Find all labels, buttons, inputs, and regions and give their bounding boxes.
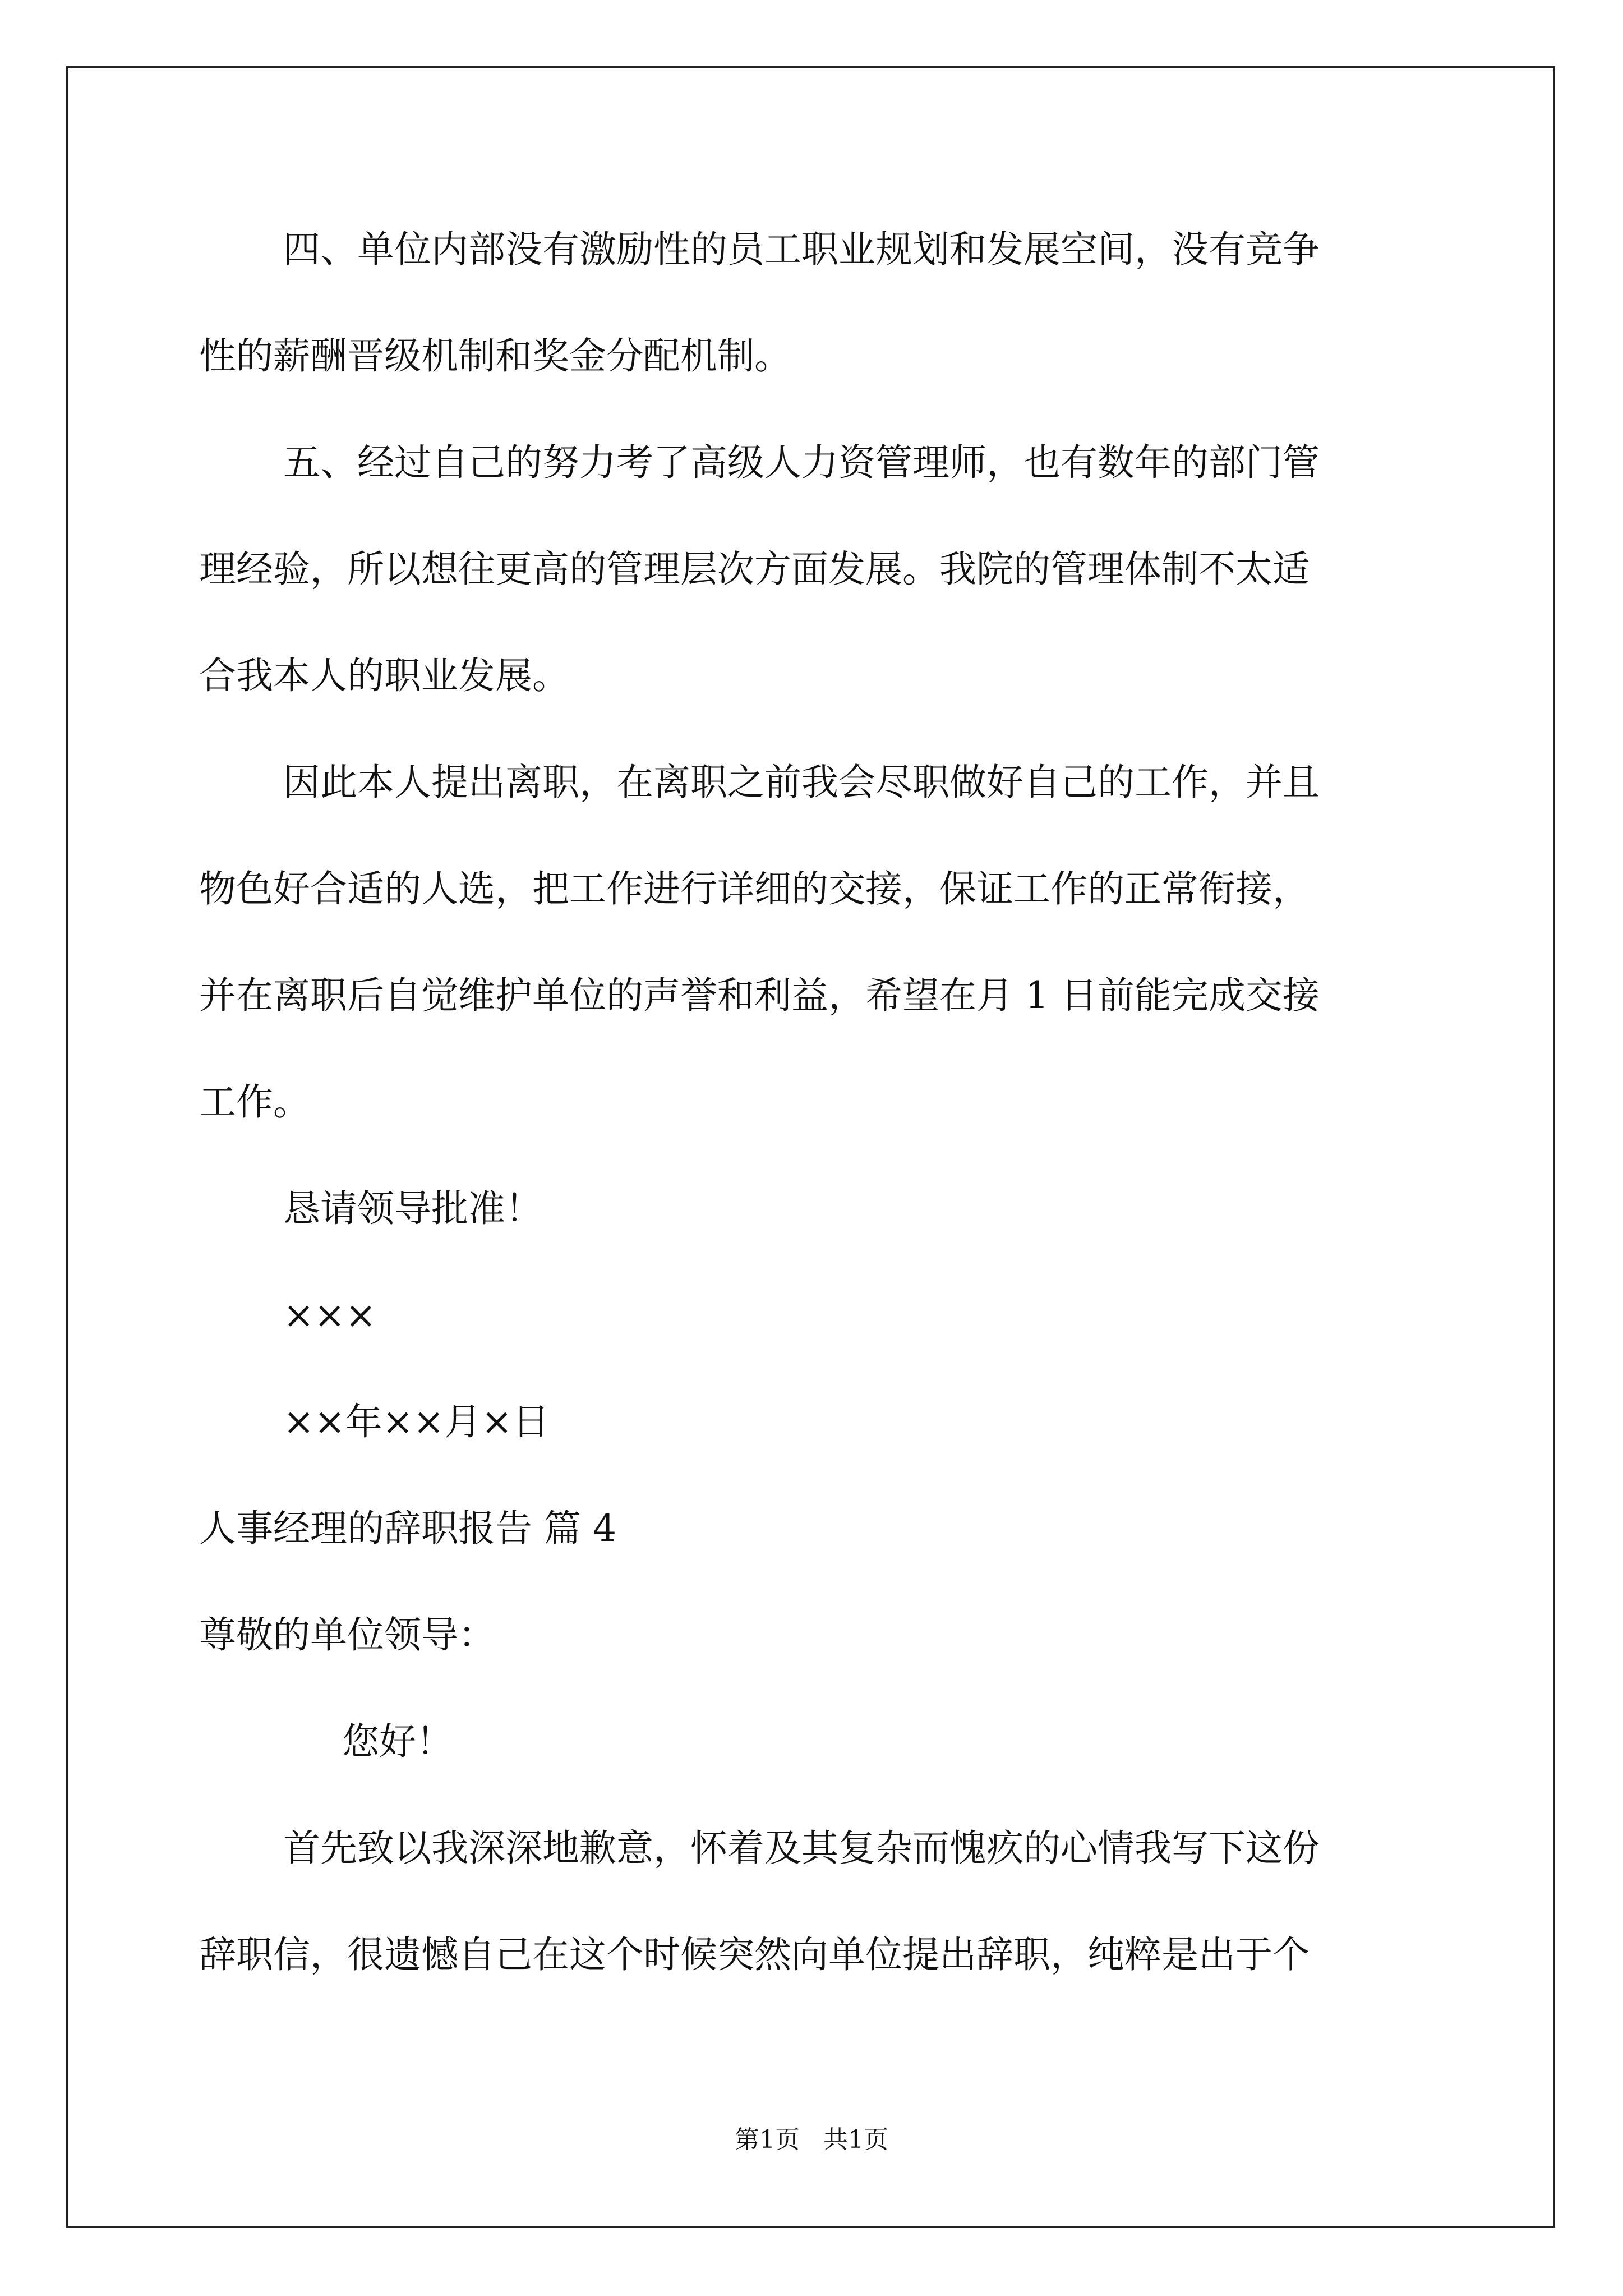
text-line: 理经验，所以想往更高的管理层次方面发展。我院的管理体制不太适: [199, 547, 1310, 591]
text-line: 首先致以我深深地歉意，怀着及其复杂而愧疚的心情我写下这份: [283, 1826, 1320, 1870]
text-line: 物色好合适的人选，把工作进行详细的交接，保证工作的正常衔接，: [199, 867, 1310, 910]
section-heading: 人事经理的辞职报告 篇 4: [199, 1507, 616, 1550]
salutation: 尊敬的单位领导：: [199, 1613, 495, 1657]
text-line: 四、单位内部没有激励性的员工职业规划和发展空间，没有竞争: [283, 228, 1320, 271]
signature-date: ××年××月×日: [283, 1400, 550, 1443]
text-line: 并在离职后自觉维护单位的声誉和利益，希望在月 1 日前能完成交接: [199, 974, 1320, 1017]
text-line: 性的薪酬晋级机制和奖金分配机制。: [199, 334, 791, 378]
text-line: 辞职信，很遗憾自己在这个时候突然向单位提出辞职，纯粹是出于个: [199, 1933, 1310, 1976]
page-frame: [66, 66, 1555, 2228]
greeting: 您好！: [342, 1720, 453, 1763]
text-line: 五、经过自己的努力考了高级人力资管理师，也有数年的部门管: [283, 441, 1320, 484]
signature-name: ×××: [283, 1294, 376, 1337]
text-line: 合我本人的职业发展。: [199, 654, 569, 697]
closing-request: 恳请领导批准！: [283, 1187, 542, 1230]
text-line: 因此本人提出离职，在离职之前我会尽职做好自己的工作，并且: [283, 761, 1320, 804]
page-footer: 第1页 共1页: [735, 2125, 888, 2154]
text-line: 工作。: [199, 1080, 310, 1124]
